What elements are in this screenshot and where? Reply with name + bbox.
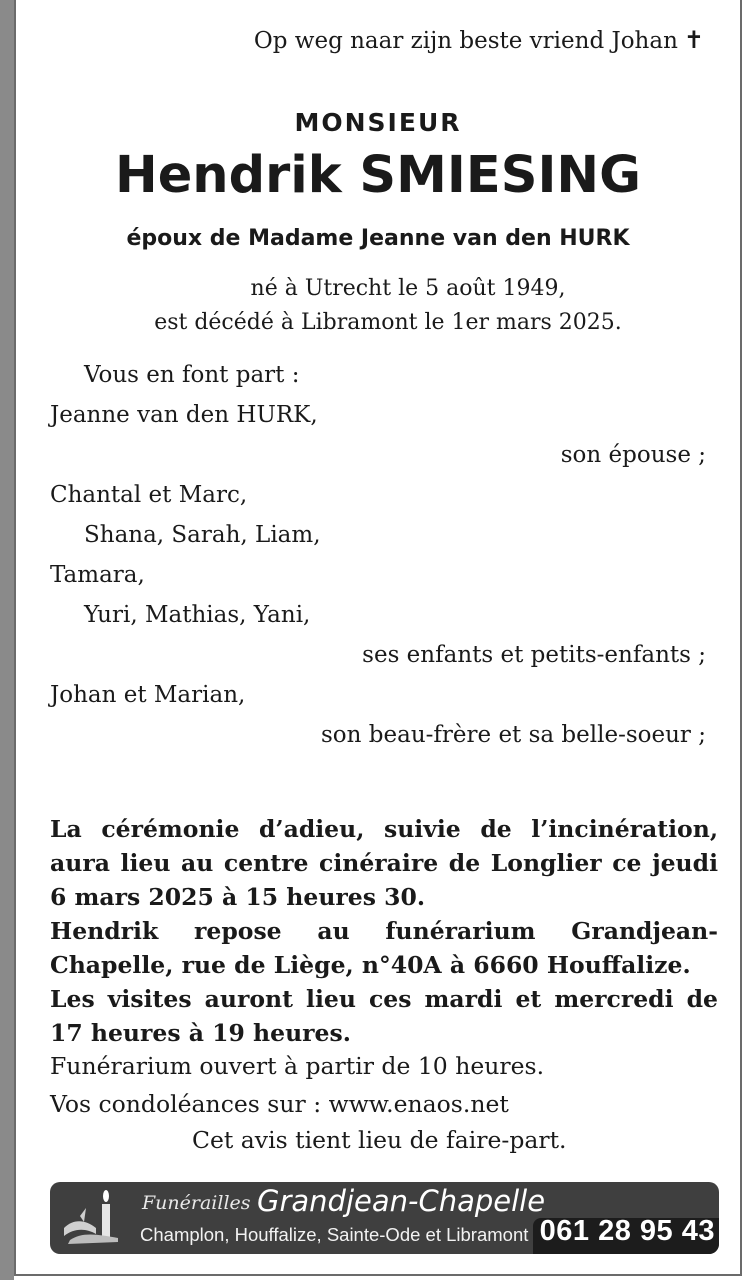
- phone-number[interactable]: 061 28 95 43: [539, 1215, 715, 1247]
- cross-icon: ✝: [683, 26, 704, 54]
- family-member-line: Johan et Marian,: [50, 682, 246, 708]
- family-member-line: Shana, Sarah, Liam,: [84, 522, 321, 548]
- family-member-line: Yuri, Mathias, Yani,: [84, 602, 311, 628]
- funeral-home-banner: [50, 1182, 719, 1254]
- funeral-brand: Grandjean-Chapelle: [257, 1184, 546, 1218]
- death-line: est décédé à Libramont le 1er mars 2025.: [154, 310, 622, 335]
- opening-hours: Funérarium ouvert à partir de 10 heures.: [50, 1052, 545, 1080]
- family-role-line: ses enfants et petits-enfants ;: [362, 642, 706, 668]
- family-role-line: son épouse ;: [560, 442, 706, 468]
- funeral-locations: Champlon, Houffalize, Sainte-Ode et Libramont: [140, 1224, 529, 1245]
- family-member-line: Tamara,: [50, 562, 145, 588]
- obituary-notice: [14, 0, 742, 1276]
- family-member-line: Chantal et Marc,: [50, 482, 248, 508]
- honorific: MONSIEUR: [294, 108, 462, 137]
- candle-logo-icon: [60, 1188, 128, 1248]
- intro-line: [254, 26, 704, 54]
- family-member-line: Jeanne van den HURK,: [50, 402, 318, 428]
- birth-line: né à Utrecht le 5 août 1949,: [250, 276, 566, 301]
- left-margin-bar: [0, 0, 14, 1280]
- notice-line: Cet avis tient lieu de faire-part.: [192, 1126, 567, 1154]
- family-intro: Vous en font part :: [84, 362, 300, 388]
- funerarium-paragraph: Hendrik repose au funérarium Grandjean-Chapelle, rue de Liège, n°40A à 6660 Houffalize.: [50, 917, 718, 979]
- spouse-line: époux de Madame Jeanne van den HURK: [126, 226, 630, 251]
- deceased-name: Hendrik SMIESING: [115, 146, 641, 205]
- condolences-line: Vos condoléances sur : www.enaos.net: [50, 1090, 509, 1118]
- visits-paragraph: Les visites auront lieu ces mardi et mercredi de 17 heures à 19 heures.: [50, 985, 718, 1047]
- intro-text: Op weg naar zijn beste vriend Johan: [253, 28, 678, 54]
- ceremony-paragraph: La cérémonie d’adieu, suivie de l’incinération, aura lieu au centre cinéraire de Longlier ce jeudi 6 mars 2025 à 15 heures 30.: [50, 815, 718, 911]
- family-role-line: son beau-frère et sa belle-soeur ;: [321, 722, 706, 748]
- funeral-label: Funérailles: [142, 1192, 251, 1214]
